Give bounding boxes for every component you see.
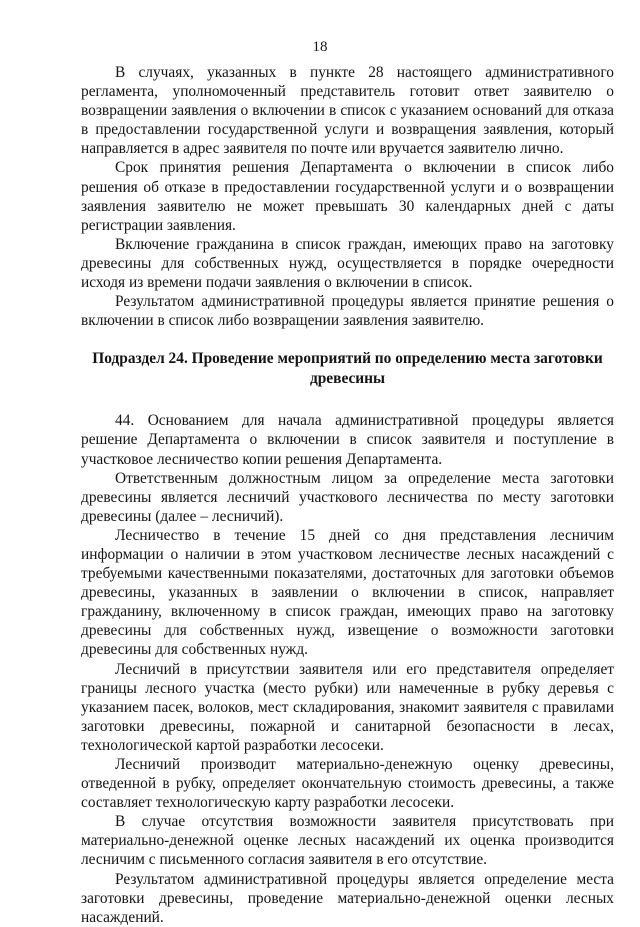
- page-number: 18: [312, 39, 328, 55]
- paragraph-plot-boundaries: Лесничий в присутствии заявителя или его представителя определяет границы лесного участка (место рубки) или намеченные в рубку деревья с указанием пасек, волоков, мест складирования, знакомит заявителя с правилами заготовки древесины, пожарной и санитарной безопасности в лесах, технологической картой разработки лесосеки.: [81, 660, 614, 754]
- paragraph-final-result: Результатом административной процедуры является определение места заготовки древесины, проведение материально-денежной оценки лесных насаждений.: [81, 870, 614, 926]
- paragraph-inclusion-order: Включение гражданина в список граждан, имеющих право на заготовку древесины для собственных нужд, осуществляется в порядке очередности исходя из времени подачи заявления о включении в список.: [81, 235, 614, 292]
- paragraph-forestry-notice: Лесничество в течение 15 дней со дня представления лесничим информации о наличии в этом участковом лесничестве лесных насаждений с требуемыми качественными показателями, достаточных для заготовки объемов древесины, указанных в заявлении о включении в список, направляет гражданину, включенному в список граждан, имеющих право на заготовку древесины для собственных нужд, извещение о возможности заготовки древесины для собственных нужд.: [81, 526, 614, 659]
- paragraph-procedure-result: Результатом административной процедуры является принятие решения о включении в список либо возвращении заявления заявителю.: [81, 293, 614, 330]
- document-body: [81, 63, 614, 927]
- paragraph-return-notice: В случаях, указанных в пункте 28 настоящего административного регламента, уполномоченный представитель готовит ответ заявителю о возвращении заявления о включении в список с указанием оснований для отказа в предоставлении государственной услуги и возвращения заявления, который направляется в адрес заявителя по почте или вручается заявителю лично.: [81, 64, 614, 158]
- paragraph-responsible-official: Ответственным должностным лицом за определение места заготовки древесины является лесничий участкового лесничества по месту заготовки древесины (далее – лесничий).: [81, 469, 614, 525]
- paragraph-44-basis: 44. Основанием для начала административной процедуры является решение Департамента о включении в список заявителя и поступление в участковое лесничество копии решения Департамента.: [81, 412, 614, 468]
- section-heading: Подраздел 24. Проведение мероприятий по определению места заготовки древесины: [92, 350, 603, 388]
- paragraph-decision-deadline: Срок принятия решения Департамента о включении в список либо решения об отказе в предоставлении государственной услуги и о возвращении заявления заявителю не может превышать 30 календарных дней с даты регистрации заявления.: [81, 159, 614, 234]
- paragraph-absence-case: В случае отсутствия возможности заявителя присутствовать при материально-денежной оценке лесных насаждений их оценка производится лесничим с письменного согласия заявителя в его отсутствие.: [81, 813, 614, 869]
- paragraph-valuation: Лесничий производит материально-денежную оценку древесины, отведенной в рубку, определяет окончательную стоимость древесины, а также составляет технологическую карту разработки лесосеки.: [81, 756, 614, 812]
